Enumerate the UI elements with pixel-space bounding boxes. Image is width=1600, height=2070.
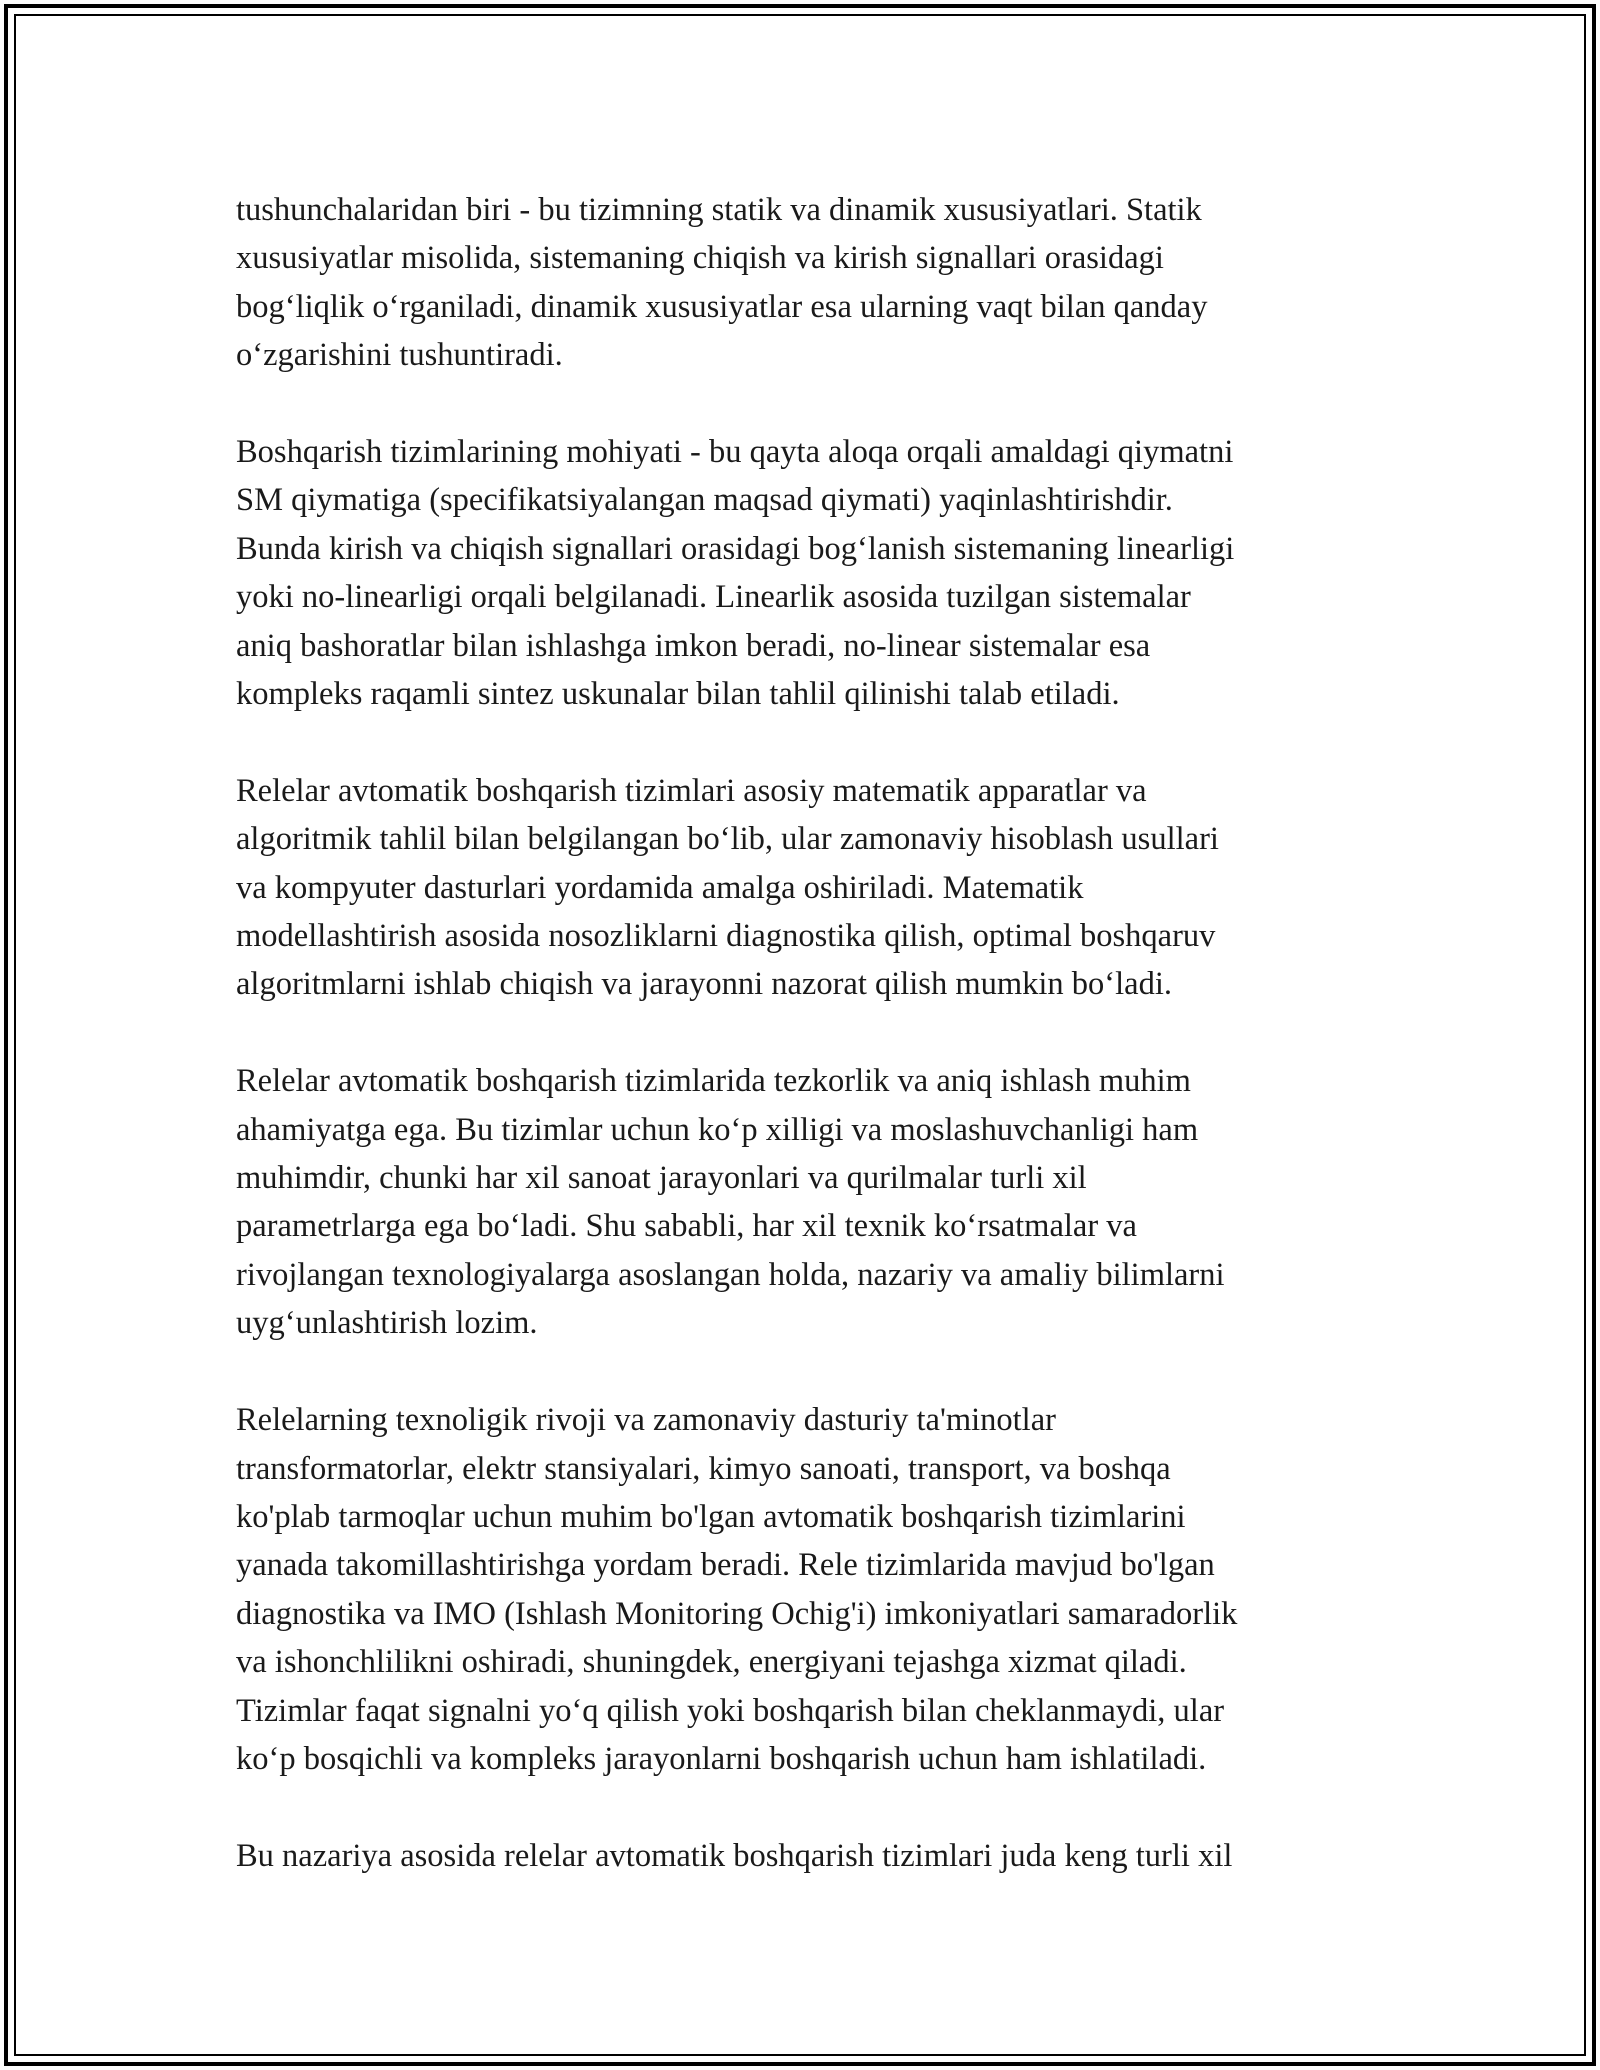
text-line: diagnostika va IMO (Ishlash Monitoring Ochig'i) imkoniyatlari samaradorlik: [236, 1595, 1238, 1632]
text-line: algoritmik tahlil bilan belgilangan bo‘lib, ular zamonaviy hisoblash usullari: [236, 821, 1219, 858]
paragraph-5: [236, 1396, 1396, 1783]
text-line: yoki no-linearligi orqali belgilanadi. Linearlik asosida tuzilgan sistemalar: [236, 579, 1191, 616]
text-line: Boshqarish tizimlarining mohiyati - bu qayta aloqa orqali amaldagi qiymatni: [236, 434, 1234, 471]
text-line: ko‘p bosqichli va kompleks jarayonlarni boshqarish uchun ham ishlatiladi.: [236, 1740, 1207, 1777]
text-line: Bu nazariya asosida relelar avtomatik boshqarish tizimlari juda keng turli xil: [236, 1837, 1233, 1874]
text-line: transformatorlar, elektr stansiyalari, kimyo sanoati, transport, va boshqa: [236, 1450, 1171, 1487]
document-body: [236, 186, 1396, 1929]
text-line: xususiyatlar misolida, sistemaning chiqish va kirish signallari orasidagi: [236, 240, 1164, 277]
paragraph-6: [236, 1832, 1396, 1880]
text-line: SM qiymatiga (specifikatsiyalangan maqsad qiymati) yaqinlashtirishdir.: [236, 482, 1173, 519]
text-line: tushunchalaridan biri - bu tizimning statik va dinamik xususiyatlari. Statik: [236, 192, 1202, 228]
text-line: ko'plab tarmoqlar uchun muhim bo'lgan avtomatik boshqarish tizimlarini: [236, 1498, 1186, 1535]
text-line: Relelarning texnoligik rivoji va zamonaviy dasturiy ta'minotlar: [236, 1402, 1056, 1439]
text-line: va ishonchlilikni oshiradi, shuningdek, energiyani tejashga xizmat qiladi.: [236, 1644, 1187, 1681]
text-line: muhimdir, chunki har xil sanoat jarayonlari va qurilmalar turli xil: [236, 1160, 1087, 1197]
text-line: va kompyuter dasturlari yordamida amalga oshiriladi. Matematik: [236, 869, 1084, 906]
paragraph-2: [236, 428, 1396, 718]
text-line: rivojlangan texnologiyalarga asoslangan holda, nazariy va amaliy bilimlarni: [236, 1256, 1225, 1293]
text-line: parametrlarga ega bo‘ladi. Shu sababli, har xil texnik ko‘rsatmalar va: [236, 1208, 1137, 1245]
paragraph-3: [236, 767, 1396, 1009]
paragraph-1: [236, 186, 1396, 380]
text-line: aniq bashoratlar bilan ishlashga imkon beradi, no-linear sistemalar esa: [236, 627, 1151, 664]
text-line: Tizimlar faqat signalni yo‘q qilish yoki boshqarish bilan cheklanmaydi, ular: [236, 1692, 1225, 1729]
paragraph-4: [236, 1057, 1396, 1347]
text-line: Relelar avtomatik boshqarish tizimlarida tezkorlik va aniq ishlash muhim: [236, 1063, 1191, 1100]
text-line: modellashtirish asosida nosozliklarni diagnostika qilish, optimal boshqaruv: [236, 918, 1216, 955]
text-line: Bunda kirish va chiqish signallari orasidagi bog‘lanish sistemaning linearligi: [236, 530, 1235, 567]
text-line: algoritmlarni ishlab chiqish va jarayonni nazorat qilish mumkin bo‘ladi.: [236, 966, 1172, 1003]
text-line: kompleks raqamli sintez uskunalar bilan tahlil qilinishi talab etiladi.: [236, 676, 1120, 713]
text-line: uyg‘unlashtirish lozim.: [236, 1305, 538, 1342]
text-line: ahamiyatga ega. Bu tizimlar uchun ko‘p xilligi va moslashuvchanligi ham: [236, 1111, 1199, 1148]
text-line: Relelar avtomatik boshqarish tizimlari asosiy matematik apparatlar va: [236, 772, 1147, 809]
text-line: o‘zgarishini tushuntiradi.: [236, 337, 563, 374]
text-line: yanada takomillashtirishga yordam beradi. Rele tizimlarida mavjud bo'lgan: [236, 1547, 1215, 1584]
text-line: bog‘liqlik o‘rganiladi, dinamik xususiyatlar esa ularning vaqt bilan qanday: [236, 288, 1208, 325]
